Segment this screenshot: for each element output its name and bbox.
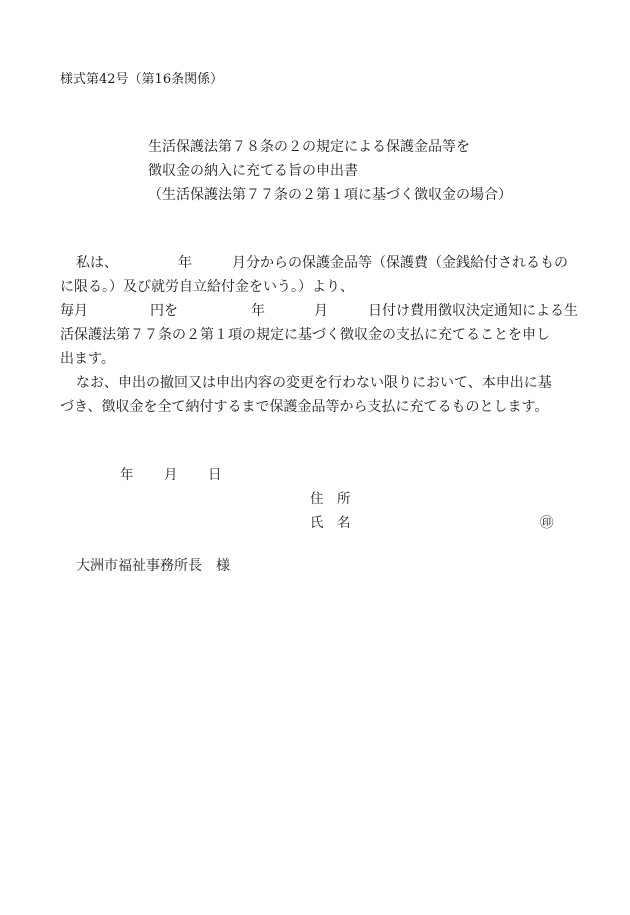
body-line-3 <box>0 300 630 320</box>
form-number: 様式第42号（第16条関係） <box>60 72 224 87</box>
body-line-5: 出ます。 <box>60 351 115 367</box>
body-line-6: なお、申出の撤回又は申出内容の変更を行わない限りにおいて、本申出に基 <box>76 375 552 391</box>
body-line-4: 活保護法第７７条の２第１項の規定に基づく徴収金の支払に充てることを申し <box>60 327 550 343</box>
seal-mark: ㊞ <box>540 515 554 531</box>
addressee: 大洲市福祉事務所長 様 <box>76 558 230 574</box>
body-line-2: に限る。）及び就労自立給付金をいう。）より、 <box>60 279 354 295</box>
month-from-text: 月分からの保護金品等（保護費（金銭給付されるもの <box>232 255 568 271</box>
body-line-1 <box>0 252 630 272</box>
address-label: 住 所 <box>310 491 351 507</box>
year-label-2: 年 <box>251 303 265 319</box>
document-title-line-1: 生活保護法第７８条の２の規定による保護金品等を <box>148 139 470 155</box>
date-month-label: 月 <box>164 467 178 483</box>
document-title-line-3: （生活保護法第７７条の２第１項に基づく徴収金の場合） <box>148 187 512 203</box>
name-row <box>0 511 630 531</box>
date-year-label: 年 <box>120 467 134 483</box>
notice-text: 日付け費用徴収決定通知による生 <box>368 303 578 319</box>
date-day-label: 日 <box>208 467 222 483</box>
document-title-line-2: 徴収金の納入に充てる旨の申出書 <box>148 163 358 179</box>
intro-text: 私は、 <box>76 255 118 271</box>
month-label-2: 月 <box>314 303 328 319</box>
date-row <box>0 463 630 483</box>
monthly-label: 毎月 <box>60 303 88 319</box>
body-line-7: づき、徴収金を全て納付するまで保護金品等から支払に充てるものとします。 <box>60 399 549 415</box>
year-label: 年 <box>178 255 192 271</box>
name-label: 氏 名 <box>310 515 351 531</box>
yen-label: 円を <box>150 303 178 319</box>
